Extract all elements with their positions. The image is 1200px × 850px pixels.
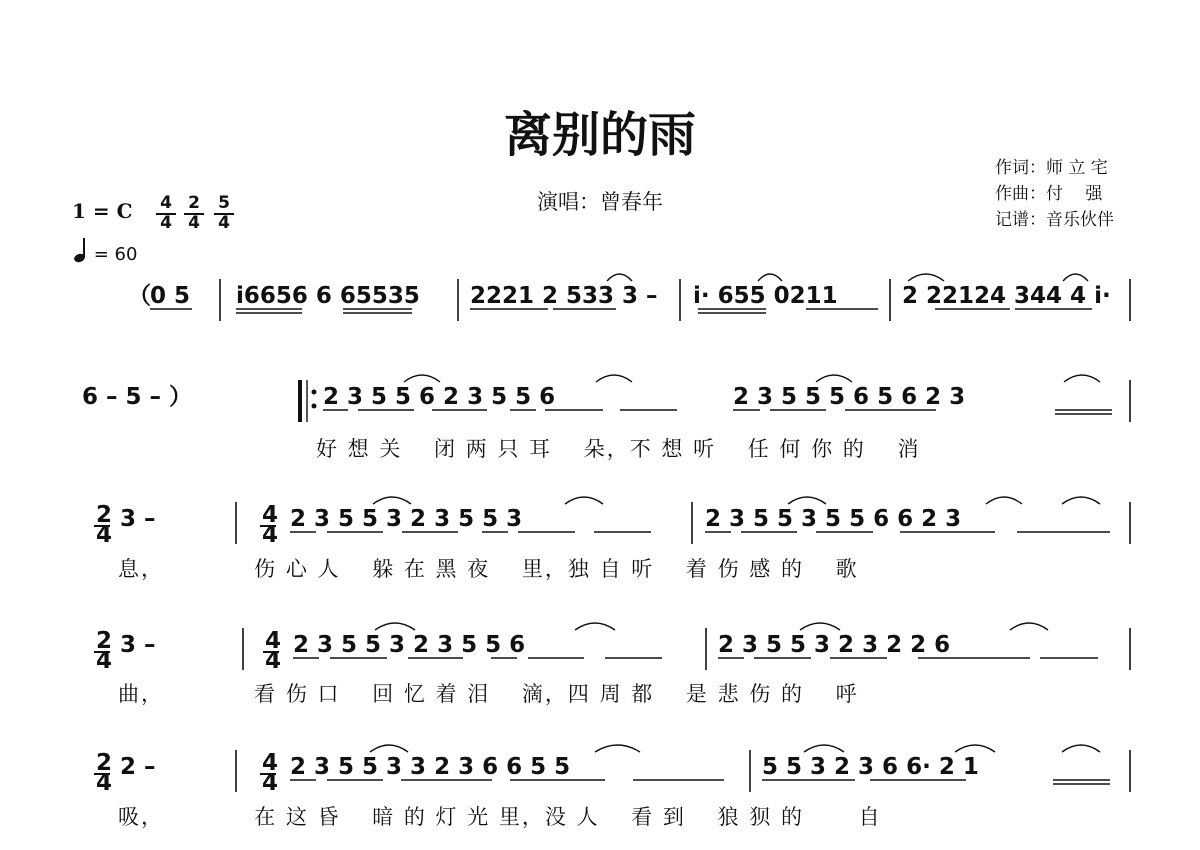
time-signature-denominator: 4 xyxy=(262,522,279,548)
time-signature: 5 4 xyxy=(214,195,234,232)
notation-text: 2 3 5 5 3 2 3 5 5 3 xyxy=(290,506,523,532)
slur xyxy=(607,274,632,281)
slur xyxy=(955,745,995,752)
notation-text: 6 – 5 – ） xyxy=(82,384,193,410)
time-signature-numerator: 2 xyxy=(96,502,113,528)
time-signature-numerator: 4 xyxy=(262,502,279,528)
notation-text: 2 22124 344 4 i· xyxy=(902,283,1111,309)
slur xyxy=(1063,274,1088,281)
notation-text: 2 – xyxy=(120,754,156,780)
key-signature: 1 = C xyxy=(72,199,133,223)
notation-text: 2 3 5 5 3 3 2 3 6 6 5 5 xyxy=(290,754,571,780)
lyrics-line: 曲， 看 伤 口 回 忆 着 泪 滴，四 周 都 是 悲 伤 的 呼 xyxy=(118,682,859,706)
transcriber-credit: 记谱：音乐伙伴 xyxy=(995,210,1114,230)
notation-text: 2 3 5 5 5 6 5 6 2 3 xyxy=(733,384,966,410)
slur xyxy=(758,274,782,281)
time-signature: 4 4 xyxy=(156,195,176,232)
lyrics-line: 好 想 关 闭 两 只 耳 朵，不 想 听 任 何 你 的 消 xyxy=(316,437,921,461)
slur xyxy=(986,497,1022,504)
notation-text: i· 655 0211 xyxy=(693,283,838,309)
slur xyxy=(595,745,640,752)
song-title: 离别的雨 xyxy=(503,107,696,163)
time-signature-numerator: 4 xyxy=(262,750,279,776)
slur xyxy=(1010,623,1048,630)
composer-credit: 作曲：付 强 xyxy=(995,184,1103,204)
notation-text: 2 3 5 5 6 2 3 5 5 6 xyxy=(323,384,556,410)
time-signature-numerator: 2 xyxy=(96,750,113,776)
slur xyxy=(1062,745,1100,752)
notation-text: 5 5 3 2 3 6 6· 2 1 xyxy=(762,754,979,780)
slur xyxy=(404,375,440,382)
slur xyxy=(816,375,852,382)
notation-text: 3 – xyxy=(120,632,156,658)
slur xyxy=(575,623,615,630)
slur xyxy=(908,274,944,281)
slur xyxy=(596,375,632,382)
notation-text: 2 3 5 5 3 5 5 6 6 2 3 xyxy=(705,506,962,532)
notation-text: （ xyxy=(128,283,151,309)
repeat-dot xyxy=(312,404,317,409)
lyricist-credit: 作词：师 立 宅 xyxy=(995,158,1108,178)
slur xyxy=(373,497,411,504)
time-signature-denominator: 4 xyxy=(96,770,113,796)
notation-text: 2 3 5 5 3 2 3 5 5 6 xyxy=(293,632,526,658)
slur xyxy=(370,745,408,752)
time-signature-denominator: 4 xyxy=(96,648,113,674)
singer-credit: 演唱：曾春年 xyxy=(537,190,663,214)
slur xyxy=(1064,375,1100,382)
slur xyxy=(800,623,840,630)
slur xyxy=(1062,497,1100,504)
slur xyxy=(375,623,415,630)
slur xyxy=(804,745,844,752)
time-signature-numerator: 2 xyxy=(96,628,113,654)
lyrics-line: 息， 伤 心 人 躲 在 黑 夜 里，独 自 听 着 伤 感 的 歌 xyxy=(118,557,859,581)
repeat-dot xyxy=(312,390,317,395)
notation-text: 2 3 5 5 3 2 3 2 2 6 xyxy=(718,632,951,658)
time-signature-denominator: 4 xyxy=(96,522,113,548)
notation-text: 0 5 xyxy=(150,283,191,309)
slur xyxy=(565,497,603,504)
notation-text: i6656 6 65535 xyxy=(236,283,420,309)
time-signature-denominator: 4 xyxy=(265,648,282,674)
notation-text: 2221 2 533 3 – xyxy=(470,283,658,309)
lyrics-line: 吸， 在 这 昏 暗 的 灯 光 里，没 人 看 到 狼 狈 的 自 xyxy=(118,805,882,829)
slur xyxy=(788,497,826,504)
time-signature-numerator: 4 xyxy=(265,628,282,654)
tempo-value: = 60 xyxy=(93,244,138,265)
notation-text: 3 – xyxy=(120,506,156,532)
time-signature: 2 4 xyxy=(184,195,204,232)
time-signature-denominator: 4 xyxy=(262,770,279,796)
